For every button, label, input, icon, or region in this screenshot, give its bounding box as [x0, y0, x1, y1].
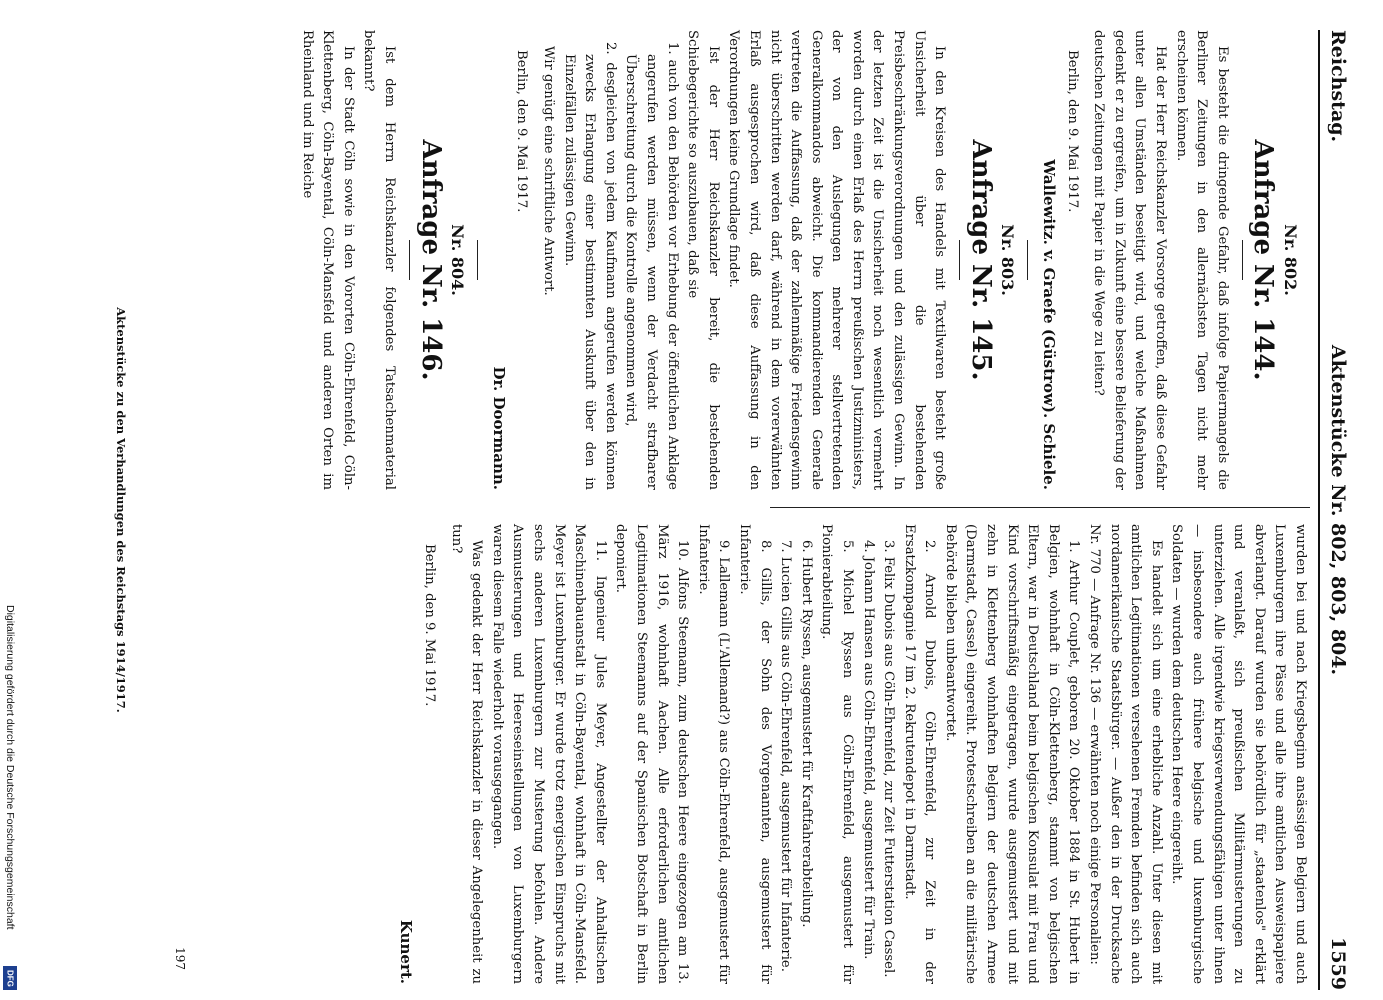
list-item: 1. Arthur Couplet, geboren 20. Oktober 1884 in St. Hubert in Belgien, wohnhaft in Cöln-Klettenberg, stammt von belgischen Eltern, war in Deutschland beim belgischen Konsulat mit Frau und Kind vorschriftsmäßig eingetragen, wurde ausgemustert und mit zehn in Klettenberg wohnhaften Belgiern der deutschen Armee (Darmstadt, Cassel) eingereiht. Protestschreiben an die militärische Behörde blieben unbeantwortet. — [942, 524, 1082, 984]
paragraph: Ist der Herr Reichskanzler bereit, die bestehenden Schiebegerichte so auszubauen, daß sie — [685, 30, 721, 490]
page-header — [1318, 30, 1350, 990]
list-item: 2. Arnold Dubois, Cöln-Ehrenfeld, zur Zeit in der Ersatzkompagnie 17 im 2. Rekrutendepot in Darmstadt. — [901, 524, 938, 984]
header-left: Reichstag. — [1327, 30, 1349, 143]
sheet-number: 197 — [173, 947, 187, 970]
rule — [959, 240, 960, 280]
list-item: 2. desgleichen von jedem Kaufmann angerufen werden können zwecks Erlangung einer bestimmten Auskunft über den in Einzelfällen zulässigen Gewinn. — [561, 42, 618, 490]
rule — [1242, 240, 1243, 280]
list-item: 8. Gillis, der Sohn des Vorgenannten, ausgemustert für Infanterie. — [736, 524, 773, 984]
paragraph: Ist dem Herrn Reichskanzler folgendes Tatsachenmaterial bekannt? — [361, 30, 398, 490]
paragraph: In der Stadt Cöln sowie in den Vororten Cöln-Ehrenfeld, Cöln-Klettenberg, Cöln-Bayental, Cöln-Mansfeld und anderen Orten im Rheinland und im Reiche — [299, 30, 356, 490]
nr-803: Nr. 803. — [998, 224, 1018, 296]
nr-802: Nr. 802. — [1281, 224, 1300, 296]
paragraph: Hat der Herr Reichskanzler Vorsorge getroffen, daß diese Gefahr unter allen Umständen beseitigt wird, und welche Maßnahmen gedenkt er zu ergreifen, um in Zukunft eine bessere Belieferung der deutschen Zeitungen mit Papier in die Wege zu leiten? — [1091, 30, 1169, 490]
document-page — [40, 0, 1383, 1000]
list-item: 7. Lucien Gillis aus Cöln-Ehrenfeld, ausgemustert für Infanterie. — [778, 540, 794, 972]
digitization-margin — [0, 0, 40, 1000]
list — [558, 42, 682, 490]
list-item: 4. Johann Hansen aus Cöln-Ehrenfeld, ausgemustert für Train. — [860, 540, 876, 960]
signatures: Wallewitz. v. Graefe (Güstrow). Schiele. — [1040, 159, 1059, 490]
paragraph: wurden bei und nach Kriegsbeginn ansässigen Belgiern und auch Luxemburgern ihre Pässe und alle ihre amtlichen Ausweispapiere abverlangt. Darauf wurden sie behördlich für „staatenlos" erklärt und veranlaßt, sich preußischen Militärmusterungen zu unterziehen. Alle irgendwie kriegsverwendungsfähigen unter ihnen — insbesondere auch frühere belgische und luxemburgische Soldaten — wurden dem deutschen Heere eingereiht. — [1169, 524, 1308, 984]
dfg-logo: DFG — [3, 966, 17, 990]
paragraph: Es handelt sich um eine erhebliche Anzahl. Unter diesen mit amtlichen Legitimationen versehenen Fremden befinden sich auch nordamerikanische Staatsbürger. — Außer den in der Drucksache Nr. 770 — Anfrage Nr. 136 — erwähnten noch einige Personalien: — [1087, 524, 1164, 984]
list-item: 9. Lallemann (L'Allemand?) aus Cöln-Ehrenfeld, ausgemustert für Infanterie. — [695, 524, 732, 984]
digitization-note: Digitalisierung gefördert durch die Deutsche Forschungsgemeinschaft — [4, 605, 16, 930]
anfrage-146-title: Anfrage Nr. 146. — [415, 139, 446, 381]
signature: Dr. Doormann. — [489, 366, 508, 490]
list-item: 11. Ingenieur Jules Meyer, Angestellter der Anhaltischen Maschinenbauanstalt in Cöln-Bayental, wohnhaft in Cöln-Mansfeld. Meyer ist Luxemburger. Er wurde trotz energischen Einspruchs mit sechs anderen Luxemburgern zur Musterung befohlen. Andere Ausmusterungen und Heereseinstellungen von Luxemburgern waren diesem Falle wiederholt vorausgegangen. — [489, 524, 608, 984]
header-title: Aktenstücke Nr. 802, 803, 804. — [1327, 344, 1349, 676]
signature: Kunert. — [397, 919, 416, 984]
paragraph: Es besteht die dringende Gefahr, daß infolge Papiermangels die Berliner Zeitungen in den allernächsten Tagen nicht mehr erscheinen können. — [1173, 30, 1230, 490]
date-line: Berlin, den 9. Mai 1917. — [1064, 50, 1080, 213]
paragraph: Wir genügt eine schriftliche Antwort. — [541, 46, 556, 296]
rule — [1027, 240, 1028, 280]
list-item: 1. auch von den Behörden vor Erhebung der öffentlichen Anklage angerufen werden müssen, wenn der Verdacht strafbarer Überschreitung durch die Kontrolle angenommen wird, — [623, 42, 680, 490]
right-column — [396, 524, 1310, 984]
rotated-page-content — [110, 30, 1350, 990]
page-number: 1559 — [1327, 937, 1349, 990]
rule — [477, 240, 478, 280]
date-line: Berlin, den 9. Mai 1917. — [422, 544, 438, 707]
list-item: 6. Hubert Ryssen, ausgemustert für Kraftfahrerabteilung. — [798, 540, 814, 928]
anfrage-145-title: Anfrage Nr. 145. — [965, 139, 996, 381]
column-divider — [770, 507, 1310, 508]
rule — [409, 240, 410, 280]
left-column — [296, 30, 1310, 490]
list-item: 3. Felix Dubois aus Cöln-Ehrenfeld, zur Zeit Futterstation Cassel. — [881, 540, 897, 978]
paragraph: In den Kreisen des Handels mit Textilwaren besteht große Unsicherheit über die bestehenden Preisbeschränkungsverordnungen und den zulässigen Gewinn. In der letzten Zeit ist die Unsicherheit noch wesentlich vermehrt worden durch einen Erlaß des Herrn preußischen Justizministers, der von den Auslegungen mehrerer stellvertretenden Generalkommandos abweicht. Die kommandierenden Generale vertreten die Auffassung, daß der zahlenmäßige Friedensgewinn nicht überschritten werden darf, während in dem vorerwähnten Erlaß ausgesprochen wird, daß diese Auffassung in den Verordnungen keine Grundlage findet. — [726, 30, 948, 490]
question: Was gedenkt der Herr Reichskanzler in dieser Angelegenheit zu tun? — [448, 524, 485, 984]
nr-804: Nr. 804. — [448, 224, 468, 296]
list-item: 10. Alfons Steemann, zum deutschen Heere eingezogen am 13. März 1916, wohnhaft Aachen. Alle erforderlichen amtlichen Legitimationen Steemanns auf der Spanischen Botschaft in Berlin deponiert. — [613, 524, 691, 984]
list-item: 5. Michel Ryssen aus Cöln-Ehrenfeld, ausgemustert für Pionierabteilung. — [819, 524, 855, 984]
anfrage-144-title: Anfrage Nr. 144. — [1248, 139, 1279, 381]
page-footer: Aktenstücke zu den Verhandlungen des Reichstags 1914/1917. — [113, 307, 128, 713]
date-line: Berlin, den 9. Mai 1917. — [514, 50, 530, 213]
